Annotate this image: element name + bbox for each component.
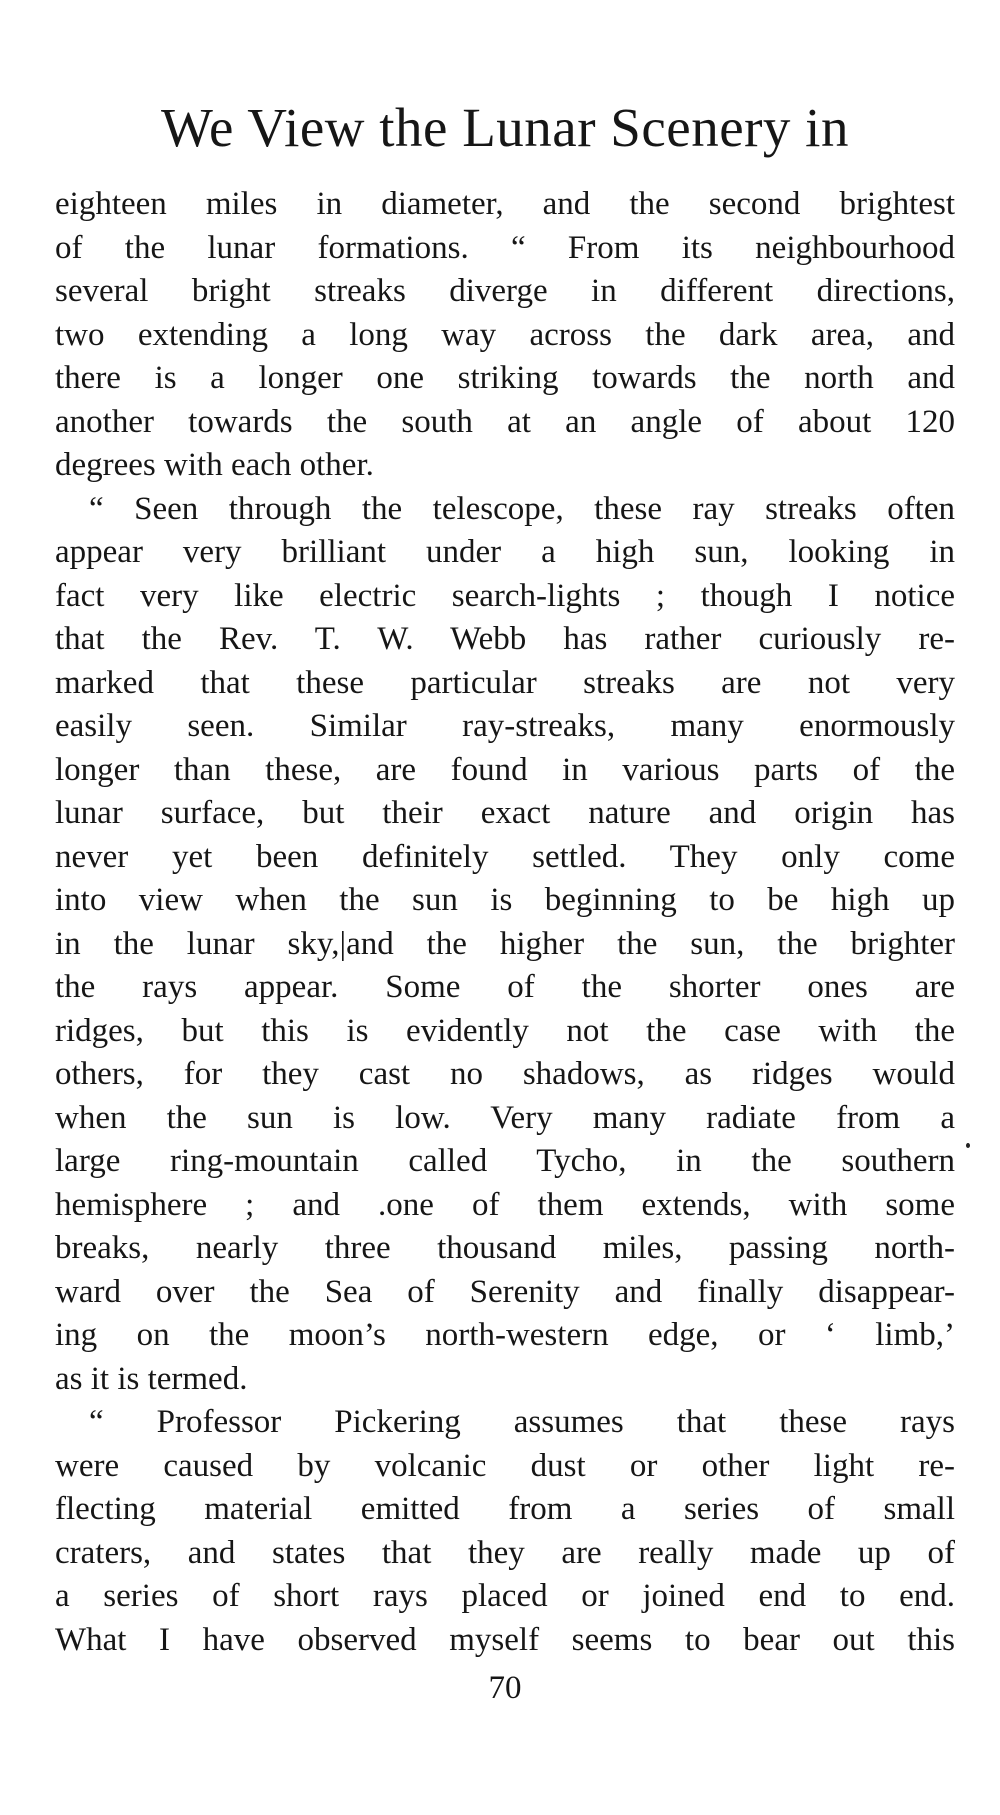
text-line: easily seen. Similar ray-streaks, many enormously [55,708,955,744]
text-line: never yet been definitely settled. They only come [55,838,955,875]
text-line: appear very brilliant under a high sun, looking in [55,534,955,570]
text-line: several bright streaks diverge in different directions, [55,273,955,309]
text-line: as it is termed. [55,1360,248,1397]
running-head: We View the Lunar Scenery in [161,97,849,158]
text-line: there is a longer one striking towards the north and [55,360,955,396]
text-line: that the Rev. T. W. Webb has rather curiously re- [55,621,955,657]
text-line: in the lunar sky,|and the higher the sun, the brighter [55,925,955,962]
book-page [55,0,955,1815]
body-text [55,183,955,1662]
text-line: eighteen miles in diameter, and the second brightest [55,186,955,222]
ink-speck [966,1143,970,1148]
paragraph [55,1401,955,1662]
text-line: longer than these, are found in various parts of the [55,751,955,788]
text-line: “ Professor Pickering assumes that these rays [89,1404,955,1440]
text-line: two extending a long way across the dark area, and [55,316,955,353]
text-line: into view when the sun is beginning to be high up [55,882,955,918]
text-line: others, for they cast no shadows, as ridges would [55,1056,955,1092]
text-line: breaks, nearly three thousand miles, passing north- [55,1230,955,1266]
text-line: degrees with each other. [55,447,374,483]
text-line: ward over the Sea of Serenity and finally disappear- [55,1273,955,1310]
text-line: fact very like electric search-lights ; though I notice [55,577,955,614]
text-line: hemisphere ; and .one of them extends, with some [55,1186,955,1223]
text-line: of the lunar formations. “ From its neighbourhood [55,229,955,266]
text-line: were caused by volcanic dust or other light re- [55,1447,955,1484]
text-line: large ring-mountain called Tycho, in the southern [55,1143,955,1179]
text-line: the rays appear. Some of the shorter ones are [55,969,955,1005]
text-line: flecting material emitted from a series of small [55,1491,955,1527]
text-line: craters, and states that they are really made up of [55,1534,955,1571]
paragraph [55,488,955,1402]
text-line: ridges, but this is evidently not the case with the [55,1012,955,1049]
text-line: when the sun is low. Very many radiate from a [55,1099,955,1136]
text-line: “ Seen through the telescope, these ray streaks often [89,490,955,527]
text-line: lunar surface, but their exact nature and origin has [55,795,955,831]
page-number: 70 [488,1670,522,1706]
text-line: a series of short rays placed or joined end to end. [55,1578,955,1614]
text-line: ing on the moon’s north-western edge, or ‘ limb,’ [55,1317,955,1353]
text-line: another towards the south at an angle of about 120 [55,403,955,440]
text-line: What I have observed myself seems to bear out this [55,1621,955,1658]
text-line: marked that these particular streaks are not very [55,664,955,701]
paragraph [55,183,955,488]
